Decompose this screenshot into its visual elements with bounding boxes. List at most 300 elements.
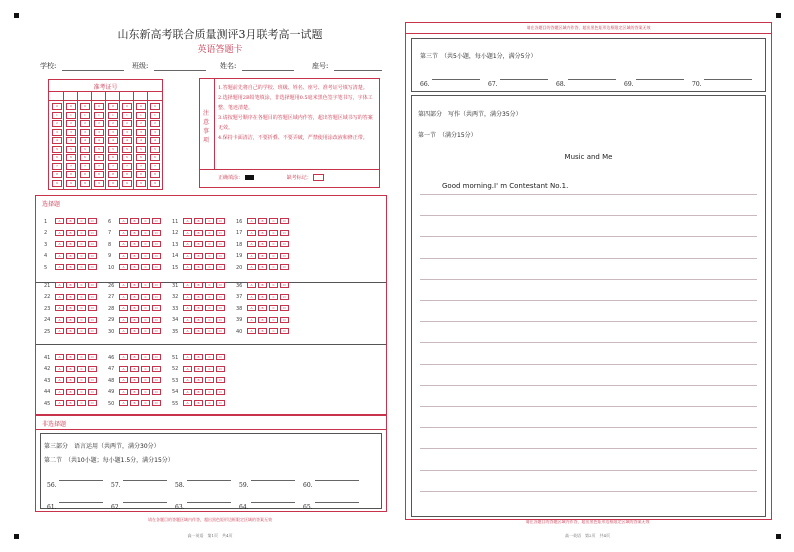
admission-digit-cell[interactable]: 6	[108, 154, 118, 161]
mc-option-D[interactable]: D	[216, 253, 225, 259]
mc-question-7[interactable]	[108, 230, 161, 237]
mc-option-C[interactable]: C	[141, 305, 150, 311]
admission-digit-cell[interactable]: 0	[66, 103, 76, 110]
writing-line[interactable]	[420, 342, 757, 343]
blank-66[interactable]	[420, 71, 484, 88]
mc-option-C[interactable]: C	[77, 282, 86, 288]
admission-digit-cell[interactable]: 7	[66, 163, 76, 170]
mc-question-20[interactable]	[236, 264, 289, 271]
mc-option-B[interactable]: B	[258, 317, 267, 323]
mc-question-36[interactable]	[236, 282, 289, 289]
mc-option-C[interactable]: C	[141, 230, 150, 236]
mc-option-D[interactable]: D	[216, 389, 225, 395]
admission-digit-cell[interactable]: 4	[108, 137, 118, 144]
mc-option-C[interactable]: C	[269, 294, 278, 300]
admission-digit-cell[interactable]: 2	[136, 120, 146, 127]
admission-digit-cell[interactable]: 3	[80, 129, 90, 136]
mc-option-D[interactable]: D	[152, 377, 161, 383]
mc-option-B[interactable]: B	[258, 305, 267, 311]
mc-option-B[interactable]: B	[66, 317, 75, 323]
admission-digit-cell[interactable]: 4	[94, 137, 104, 144]
admission-digit-cell[interactable]: 6	[52, 154, 62, 161]
blank-68[interactable]	[556, 71, 620, 88]
mc-option-B[interactable]: B	[194, 241, 203, 247]
mc-question-11[interactable]	[172, 218, 225, 225]
mc-question-12[interactable]	[172, 230, 225, 237]
blank-67[interactable]	[488, 71, 552, 88]
mc-option-C[interactable]: C	[141, 241, 150, 247]
mc-option-B[interactable]: B	[130, 218, 139, 224]
mc-option-C[interactable]: C	[205, 230, 214, 236]
mc-option-B[interactable]: B	[194, 354, 203, 360]
mc-option-C[interactable]: C	[141, 218, 150, 224]
mc-option-D[interactable]: D	[88, 317, 97, 323]
mc-option-D[interactable]: D	[280, 328, 289, 334]
blank-59[interactable]	[239, 472, 299, 489]
mc-option-B[interactable]: B	[258, 241, 267, 247]
mc-option-C[interactable]: C	[269, 253, 278, 259]
admission-digit-cell[interactable]: 7	[136, 163, 146, 170]
mc-question-3[interactable]	[44, 241, 97, 248]
mc-option-D[interactable]: D	[216, 218, 225, 224]
name-field[interactable]	[242, 70, 294, 71]
mc-option-D[interactable]: D	[280, 305, 289, 311]
mc-option-C[interactable]: C	[205, 282, 214, 288]
mc-option-A[interactable]: A	[247, 264, 256, 270]
mc-option-A[interactable]: A	[55, 389, 64, 395]
mc-question-35[interactable]	[172, 328, 225, 335]
mc-option-C[interactable]: C	[205, 366, 214, 372]
admission-digit-cell[interactable]: 9	[122, 180, 132, 187]
mc-option-D[interactable]: D	[88, 282, 97, 288]
admission-digit-cell[interactable]: 0	[80, 103, 90, 110]
admission-digit-cell[interactable]: 7	[80, 163, 90, 170]
mc-option-B[interactable]: B	[194, 328, 203, 334]
mc-option-A[interactable]: A	[247, 317, 256, 323]
mc-option-B[interactable]: B	[66, 282, 75, 288]
admission-digit-cell[interactable]: 2	[122, 120, 132, 127]
mc-question-49[interactable]	[108, 389, 161, 396]
mc-question-26[interactable]	[108, 282, 161, 289]
mc-option-C[interactable]: C	[205, 294, 214, 300]
mc-option-B[interactable]: B	[258, 253, 267, 259]
mc-option-D[interactable]: D	[216, 241, 225, 247]
mc-option-A[interactable]: A	[183, 317, 192, 323]
mc-option-A[interactable]: A	[247, 253, 256, 259]
mc-option-B[interactable]: B	[194, 282, 203, 288]
mc-question-16[interactable]	[236, 218, 289, 225]
mc-option-C[interactable]: C	[141, 317, 150, 323]
admission-digit-cell[interactable]: 0	[94, 103, 104, 110]
mc-option-D[interactable]: D	[280, 282, 289, 288]
mc-option-D[interactable]: D	[280, 230, 289, 236]
mc-option-A[interactable]: A	[183, 389, 192, 395]
mc-option-C[interactable]: C	[269, 264, 278, 270]
admission-digit-cell[interactable]: 5	[94, 146, 104, 153]
mc-option-A[interactable]: A	[183, 218, 192, 224]
blank-63[interactable]	[175, 494, 235, 511]
mc-option-D[interactable]: D	[152, 366, 161, 372]
mc-option-B[interactable]: B	[194, 389, 203, 395]
mc-question-51[interactable]	[172, 354, 225, 361]
mc-option-A[interactable]: A	[55, 282, 64, 288]
mc-option-C[interactable]: C	[77, 400, 86, 406]
admission-digit-cell[interactable]: 4	[136, 137, 146, 144]
mc-option-B[interactable]: B	[194, 253, 203, 259]
mc-option-A[interactable]: A	[55, 328, 64, 334]
admission-digit-cell[interactable]: 1	[66, 112, 76, 119]
mc-option-D[interactable]: D	[216, 377, 225, 383]
mc-question-43[interactable]	[44, 377, 97, 384]
mc-question-27[interactable]	[108, 294, 161, 301]
mc-question-30[interactable]	[108, 328, 161, 335]
admission-digit-cell[interactable]: 7	[94, 163, 104, 170]
mc-option-B[interactable]: B	[194, 400, 203, 406]
mc-option-C[interactable]: C	[141, 377, 150, 383]
writing-line[interactable]	[420, 385, 757, 386]
admission-digit-cell[interactable]: 6	[136, 154, 146, 161]
mc-question-54[interactable]	[172, 389, 225, 396]
admission-digit-cell[interactable]: 3	[122, 129, 132, 136]
mc-question-25[interactable]	[44, 328, 97, 335]
mc-option-B[interactable]: B	[66, 264, 75, 270]
mc-option-D[interactable]: D	[280, 264, 289, 270]
admission-digit-cell[interactable]: 3	[136, 129, 146, 136]
mc-option-D[interactable]: D	[152, 253, 161, 259]
admission-digit-cell[interactable]: 9	[66, 180, 76, 187]
mc-option-B[interactable]: B	[66, 366, 75, 372]
mc-option-D[interactable]: D	[88, 241, 97, 247]
mc-option-C[interactable]: C	[269, 305, 278, 311]
mc-option-A[interactable]: A	[247, 282, 256, 288]
mc-option-C[interactable]: C	[269, 230, 278, 236]
mc-option-A[interactable]: A	[119, 218, 128, 224]
mc-option-C[interactable]: C	[77, 354, 86, 360]
admission-digit-cell[interactable]: 8	[108, 171, 118, 178]
mc-option-D[interactable]: D	[216, 282, 225, 288]
mc-option-A[interactable]: A	[183, 305, 192, 311]
mc-option-A[interactable]: A	[119, 241, 128, 247]
mc-option-D[interactable]: D	[280, 317, 289, 323]
mc-question-37[interactable]	[236, 294, 289, 301]
mc-option-C[interactable]: C	[77, 253, 86, 259]
writing-line[interactable]	[420, 258, 757, 259]
absent-mark-box[interactable]	[313, 174, 324, 181]
mc-option-C[interactable]: C	[269, 241, 278, 247]
mc-option-D[interactable]: D	[152, 305, 161, 311]
mc-option-A[interactable]: A	[247, 230, 256, 236]
admission-digit-cell[interactable]: 8	[122, 171, 132, 178]
admission-digit-cell[interactable]: 9	[52, 180, 62, 187]
mc-option-D[interactable]: D	[88, 377, 97, 383]
admission-digit-cell[interactable]: 4	[52, 137, 62, 144]
mc-question-38[interactable]	[236, 305, 289, 312]
mc-option-A[interactable]: A	[183, 253, 192, 259]
mc-question-24[interactable]	[44, 317, 97, 324]
mc-option-C[interactable]: C	[141, 400, 150, 406]
mc-option-B[interactable]: B	[130, 366, 139, 372]
mc-option-D[interactable]: D	[152, 354, 161, 360]
mc-option-A[interactable]: A	[55, 400, 64, 406]
writing-line[interactable]	[420, 406, 757, 407]
mc-option-B[interactable]: B	[194, 230, 203, 236]
admission-digit-cell[interactable]: 1	[122, 112, 132, 119]
mc-option-D[interactable]: D	[88, 294, 97, 300]
mc-option-C[interactable]: C	[77, 366, 86, 372]
mc-option-B[interactable]: B	[130, 389, 139, 395]
mc-option-A[interactable]: A	[119, 366, 128, 372]
admission-digit-cell[interactable]: 4	[150, 137, 160, 144]
mc-option-D[interactable]: D	[88, 354, 97, 360]
mc-option-A[interactable]: A	[183, 282, 192, 288]
mc-option-C[interactable]: C	[269, 328, 278, 334]
mc-option-A[interactable]: A	[247, 218, 256, 224]
admission-digit-cell[interactable]: 5	[66, 146, 76, 153]
mc-option-D[interactable]: D	[280, 241, 289, 247]
mc-option-A[interactable]: A	[247, 305, 256, 311]
mc-question-19[interactable]	[236, 253, 289, 260]
admission-digit-cell[interactable]: 1	[136, 112, 146, 119]
mc-option-A[interactable]: A	[119, 317, 128, 323]
mc-option-A[interactable]: A	[119, 230, 128, 236]
writing-line[interactable]	[420, 364, 757, 365]
mc-option-D[interactable]: D	[88, 305, 97, 311]
mc-question-6[interactable]	[108, 218, 161, 225]
mc-option-C[interactable]: C	[77, 305, 86, 311]
admission-digit-cell[interactable]: 9	[80, 180, 90, 187]
mc-question-2[interactable]	[44, 230, 97, 237]
admission-digit-cell[interactable]: 0	[150, 103, 160, 110]
mc-option-B[interactable]: B	[66, 253, 75, 259]
admission-digit-cell[interactable]: 8	[66, 171, 76, 178]
mc-option-A[interactable]: A	[55, 317, 64, 323]
mc-question-31[interactable]	[172, 282, 225, 289]
mc-option-C[interactable]: C	[77, 389, 86, 395]
mc-option-D[interactable]: D	[152, 294, 161, 300]
mc-question-39[interactable]	[236, 317, 289, 324]
mc-question-46[interactable]	[108, 354, 161, 361]
mc-option-A[interactable]: A	[55, 305, 64, 311]
mc-option-D[interactable]: D	[216, 366, 225, 372]
mc-option-A[interactable]: A	[55, 253, 64, 259]
mc-option-B[interactable]: B	[258, 264, 267, 270]
mc-option-C[interactable]: C	[205, 377, 214, 383]
blank-69[interactable]	[624, 71, 688, 88]
mc-option-C[interactable]: C	[77, 230, 86, 236]
admission-digit-cell[interactable]: 3	[108, 129, 118, 136]
mc-option-A[interactable]: A	[119, 377, 128, 383]
mc-option-C[interactable]: C	[141, 328, 150, 334]
mc-option-C[interactable]: C	[205, 389, 214, 395]
mc-option-B[interactable]: B	[258, 230, 267, 236]
mc-option-B[interactable]: B	[130, 230, 139, 236]
mc-option-C[interactable]: C	[205, 305, 214, 311]
mc-option-C[interactable]: C	[205, 328, 214, 334]
mc-option-B[interactable]: B	[194, 366, 203, 372]
admission-digit-cell[interactable]: 1	[150, 112, 160, 119]
mc-option-D[interactable]: D	[280, 294, 289, 300]
mc-question-41[interactable]	[44, 354, 97, 361]
mc-question-44[interactable]	[44, 389, 97, 396]
mc-option-A[interactable]: A	[55, 377, 64, 383]
mc-option-C[interactable]: C	[77, 218, 86, 224]
mc-option-D[interactable]: D	[216, 264, 225, 270]
mc-option-B[interactable]: B	[66, 230, 75, 236]
admission-digit-cell[interactable]: 6	[150, 154, 160, 161]
mc-question-10[interactable]	[108, 264, 161, 271]
mc-option-C[interactable]: C	[205, 400, 214, 406]
mc-question-21[interactable]	[44, 282, 97, 289]
admission-digit-cell[interactable]: 3	[94, 129, 104, 136]
admission-digit-cell[interactable]: 7	[122, 163, 132, 170]
mc-question-47[interactable]	[108, 366, 161, 373]
mc-question-34[interactable]	[172, 317, 225, 324]
mc-question-4[interactable]	[44, 253, 97, 260]
mc-option-D[interactable]: D	[152, 282, 161, 288]
admission-digit-cell[interactable]: 7	[150, 163, 160, 170]
admission-digit-cell[interactable]: 0	[108, 103, 118, 110]
mc-question-33[interactable]	[172, 305, 225, 312]
mc-option-C[interactable]: C	[205, 317, 214, 323]
mc-option-A[interactable]: A	[119, 400, 128, 406]
admission-digit-cell[interactable]: 0	[136, 103, 146, 110]
mc-question-50[interactable]	[108, 400, 161, 407]
mc-option-A[interactable]: A	[247, 241, 256, 247]
mc-question-23[interactable]	[44, 305, 97, 312]
writing-line[interactable]	[420, 448, 757, 449]
mc-option-D[interactable]: D	[280, 253, 289, 259]
mc-option-D[interactable]: D	[152, 400, 161, 406]
mc-option-A[interactable]: A	[183, 354, 192, 360]
mc-option-D[interactable]: D	[88, 366, 97, 372]
admission-digit-cell[interactable]: 0	[122, 103, 132, 110]
mc-option-C[interactable]: C	[77, 377, 86, 383]
blank-64[interactable]	[239, 494, 299, 511]
mc-question-29[interactable]	[108, 317, 161, 324]
blank-57[interactable]	[111, 472, 171, 489]
admission-digit-cell[interactable]: 6	[80, 154, 90, 161]
mc-question-48[interactable]	[108, 377, 161, 384]
mc-option-B[interactable]: B	[258, 218, 267, 224]
blank-61[interactable]	[47, 494, 107, 511]
mc-option-B[interactable]: B	[258, 328, 267, 334]
mc-option-A[interactable]: A	[183, 400, 192, 406]
mc-option-B[interactable]: B	[130, 317, 139, 323]
writing-line[interactable]	[420, 491, 757, 492]
admission-digit-cell[interactable]: 8	[80, 171, 90, 178]
mc-question-8[interactable]	[108, 241, 161, 248]
mc-option-B[interactable]: B	[194, 294, 203, 300]
mc-option-A[interactable]: A	[183, 241, 192, 247]
mc-option-B[interactable]: B	[66, 328, 75, 334]
mc-option-A[interactable]: A	[119, 264, 128, 270]
mc-option-A[interactable]: A	[55, 218, 64, 224]
writing-line[interactable]	[420, 194, 757, 195]
mc-option-A[interactable]: A	[183, 264, 192, 270]
mc-option-D[interactable]: D	[88, 253, 97, 259]
admission-digit-cell[interactable]: 2	[94, 120, 104, 127]
mc-option-B[interactable]: B	[66, 400, 75, 406]
mc-option-C[interactable]: C	[77, 264, 86, 270]
admission-digit-cell[interactable]: 9	[94, 180, 104, 187]
admission-digit-cell[interactable]: 6	[94, 154, 104, 161]
admission-digit-cell[interactable]: 2	[52, 120, 62, 127]
mc-option-D[interactable]: D	[88, 400, 97, 406]
admission-digit-cell[interactable]: 8	[94, 171, 104, 178]
mc-option-A[interactable]: A	[183, 230, 192, 236]
mc-option-B[interactable]: B	[258, 294, 267, 300]
mc-option-D[interactable]: D	[88, 264, 97, 270]
mc-option-D[interactable]: D	[216, 305, 225, 311]
mc-option-B[interactable]: B	[66, 241, 75, 247]
mc-option-A[interactable]: A	[183, 366, 192, 372]
mc-option-B[interactable]: B	[130, 241, 139, 247]
mc-option-D[interactable]: D	[88, 218, 97, 224]
admission-digit-cell[interactable]: 9	[108, 180, 118, 187]
mc-question-28[interactable]	[108, 305, 161, 312]
mc-option-B[interactable]: B	[130, 328, 139, 334]
blank-65[interactable]	[303, 494, 363, 511]
school-field[interactable]	[62, 70, 124, 71]
admission-digit-cell[interactable]: 2	[66, 120, 76, 127]
blank-70[interactable]	[692, 71, 756, 88]
mc-question-40[interactable]	[236, 328, 289, 335]
mc-question-18[interactable]	[236, 241, 289, 248]
mc-option-D[interactable]: D	[88, 389, 97, 395]
mc-option-C[interactable]: C	[205, 264, 214, 270]
mc-question-9[interactable]	[108, 253, 161, 260]
mc-option-D[interactable]: D	[152, 230, 161, 236]
mc-option-B[interactable]: B	[130, 264, 139, 270]
mc-option-B[interactable]: B	[130, 354, 139, 360]
mc-option-D[interactable]: D	[216, 230, 225, 236]
mc-option-B[interactable]: B	[66, 389, 75, 395]
admission-digit-cell[interactable]: 1	[108, 112, 118, 119]
mc-option-C[interactable]: C	[141, 389, 150, 395]
mc-option-D[interactable]: D	[216, 400, 225, 406]
mc-question-32[interactable]	[172, 294, 225, 301]
seat-field[interactable]	[334, 70, 382, 71]
mc-option-D[interactable]: D	[88, 328, 97, 334]
admission-digit-cell[interactable]: 5	[122, 146, 132, 153]
mc-option-A[interactable]: A	[119, 389, 128, 395]
mc-option-C[interactable]: C	[269, 317, 278, 323]
admission-digit-cell[interactable]: 5	[150, 146, 160, 153]
mc-option-D[interactable]: D	[152, 317, 161, 323]
mc-option-C[interactable]: C	[77, 317, 86, 323]
admission-digit-cell[interactable]: 6	[122, 154, 132, 161]
admission-digit-cell[interactable]: 3	[66, 129, 76, 136]
mc-option-B[interactable]: B	[130, 282, 139, 288]
mc-option-A[interactable]: A	[183, 377, 192, 383]
writing-line[interactable]	[420, 321, 757, 322]
mc-option-B[interactable]: B	[66, 377, 75, 383]
admission-digit-cell[interactable]: 5	[136, 146, 146, 153]
mc-option-A[interactable]: A	[247, 294, 256, 300]
blank-60[interactable]	[303, 472, 363, 489]
admission-digit-cell[interactable]: 1	[80, 112, 90, 119]
mc-option-C[interactable]: C	[141, 253, 150, 259]
class-field[interactable]	[154, 70, 206, 71]
blank-56[interactable]	[47, 472, 107, 489]
mc-option-A[interactable]: A	[55, 354, 64, 360]
mc-option-B[interactable]: B	[130, 294, 139, 300]
admission-grid[interactable]	[48, 79, 163, 190]
mc-question-5[interactable]	[44, 264, 97, 271]
mc-option-D[interactable]: D	[152, 241, 161, 247]
mc-option-C[interactable]: C	[205, 253, 214, 259]
mc-question-14[interactable]	[172, 253, 225, 260]
